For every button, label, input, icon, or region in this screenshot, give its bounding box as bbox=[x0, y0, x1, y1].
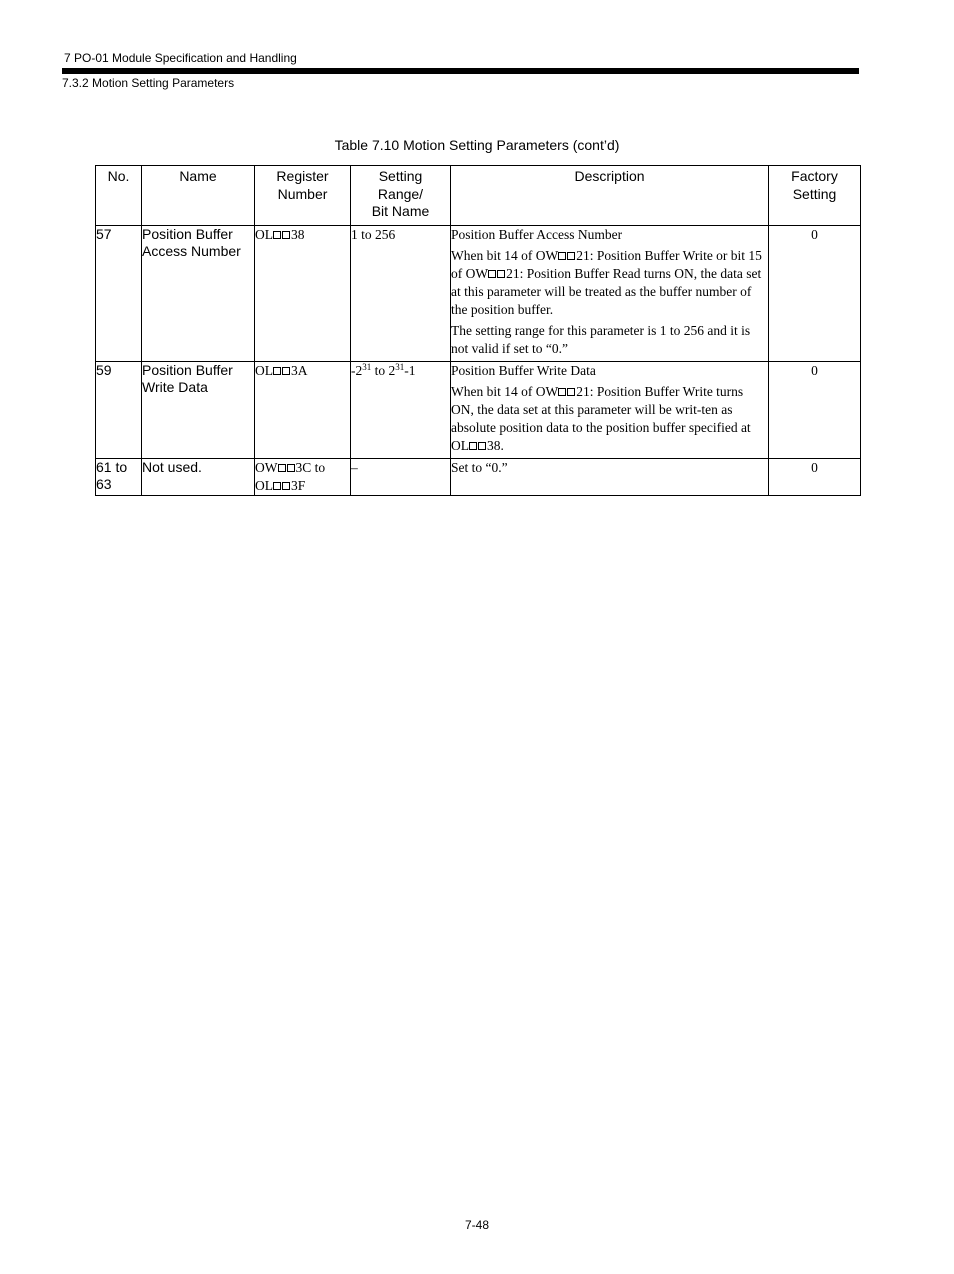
cell-register: OL 3A bbox=[255, 361, 351, 458]
motion-parameters-table bbox=[95, 165, 861, 496]
placeholder-box-icon bbox=[469, 442, 477, 450]
placeholder-box-icon bbox=[558, 252, 566, 260]
placeholder-box-icon bbox=[567, 252, 575, 260]
placeholder-box-icon bbox=[273, 367, 281, 375]
header-rule bbox=[62, 68, 859, 74]
placeholder-box-icon bbox=[282, 231, 290, 239]
cell-no: 59 bbox=[96, 361, 142, 458]
cell-factory-setting: 0 bbox=[769, 361, 861, 458]
description-title: Position Buffer Access Number bbox=[451, 226, 623, 242]
col-header-factory-setting: Factory Setting bbox=[769, 166, 861, 226]
description-paragraph: The setting range for this parameter is 1 to 256 and it is not valid if set to “0.” bbox=[451, 322, 751, 356]
table-row bbox=[96, 361, 861, 458]
cell-name: Position Buffer Write Data bbox=[142, 361, 255, 458]
col-header-setting-range: Setting Range/ Bit Name bbox=[351, 166, 451, 226]
placeholder-box-icon bbox=[478, 442, 486, 450]
table-caption: Table 7.10 Motion Setting Parameters (cont’d) bbox=[334, 137, 620, 153]
placeholder-box-icon bbox=[273, 231, 281, 239]
cell-description bbox=[451, 225, 769, 361]
placeholder-box-icon bbox=[497, 270, 505, 278]
placeholder-box-icon bbox=[282, 367, 290, 375]
col-header-no: No. bbox=[96, 166, 142, 226]
section-header: 7.3.2 Motion Setting Parameters bbox=[62, 76, 235, 90]
placeholder-box-icon bbox=[273, 482, 281, 490]
cell-factory-setting: 0 bbox=[769, 458, 861, 495]
cell-name: Not used. bbox=[142, 458, 255, 495]
description-paragraph: When bit 14 of OW 21: Position Buffer Write or bit 15 of OW 21: Position Buffer Read turns ON, the data set at this parameter will be treated as the buffer number of the position buffer. bbox=[451, 247, 762, 317]
placeholder-box-icon bbox=[488, 270, 496, 278]
table-row bbox=[96, 458, 861, 495]
placeholder-box-icon bbox=[567, 388, 575, 396]
placeholder-box-icon bbox=[282, 482, 290, 490]
cell-no: 61 to 63 bbox=[96, 458, 142, 495]
cell-setting-range: – bbox=[351, 458, 451, 495]
col-header-description: Description bbox=[451, 166, 769, 226]
placeholder-box-icon bbox=[278, 464, 286, 472]
cell-register: OL 38 bbox=[255, 225, 351, 361]
cell-setting-range: $-2^{31}$ to $2^{31}-1$ bbox=[351, 361, 451, 458]
cell-factory-setting: 0 bbox=[769, 225, 861, 361]
description-title: Set to “0.” bbox=[451, 459, 508, 475]
cell-description bbox=[451, 458, 769, 495]
col-header-name: Name bbox=[142, 166, 255, 226]
description-title: Position Buffer Write Data bbox=[451, 362, 596, 378]
col-header-register: Register Number bbox=[255, 166, 351, 226]
table-header-row bbox=[96, 166, 861, 226]
cell-description bbox=[451, 361, 769, 458]
table-row bbox=[96, 225, 861, 361]
cell-register: OW 3C to OL 3F bbox=[255, 458, 351, 495]
description-paragraph: When bit 14 of OW 21: Position Buffer Write turns ON, the data set at this parameter will be writ-ten as absolute position data to the position buffer specified at OL 38. bbox=[451, 383, 751, 453]
chapter-header: 7 PO-01 Module Specification and Handling bbox=[64, 51, 297, 65]
cell-setting-range: 1 to 256 bbox=[351, 225, 451, 361]
cell-no: 57 bbox=[96, 225, 142, 361]
placeholder-box-icon bbox=[558, 388, 566, 396]
cell-name: Position Buffer Access Number bbox=[142, 225, 255, 361]
page-number: 7-48 bbox=[464, 1218, 490, 1232]
placeholder-box-icon bbox=[287, 464, 295, 472]
